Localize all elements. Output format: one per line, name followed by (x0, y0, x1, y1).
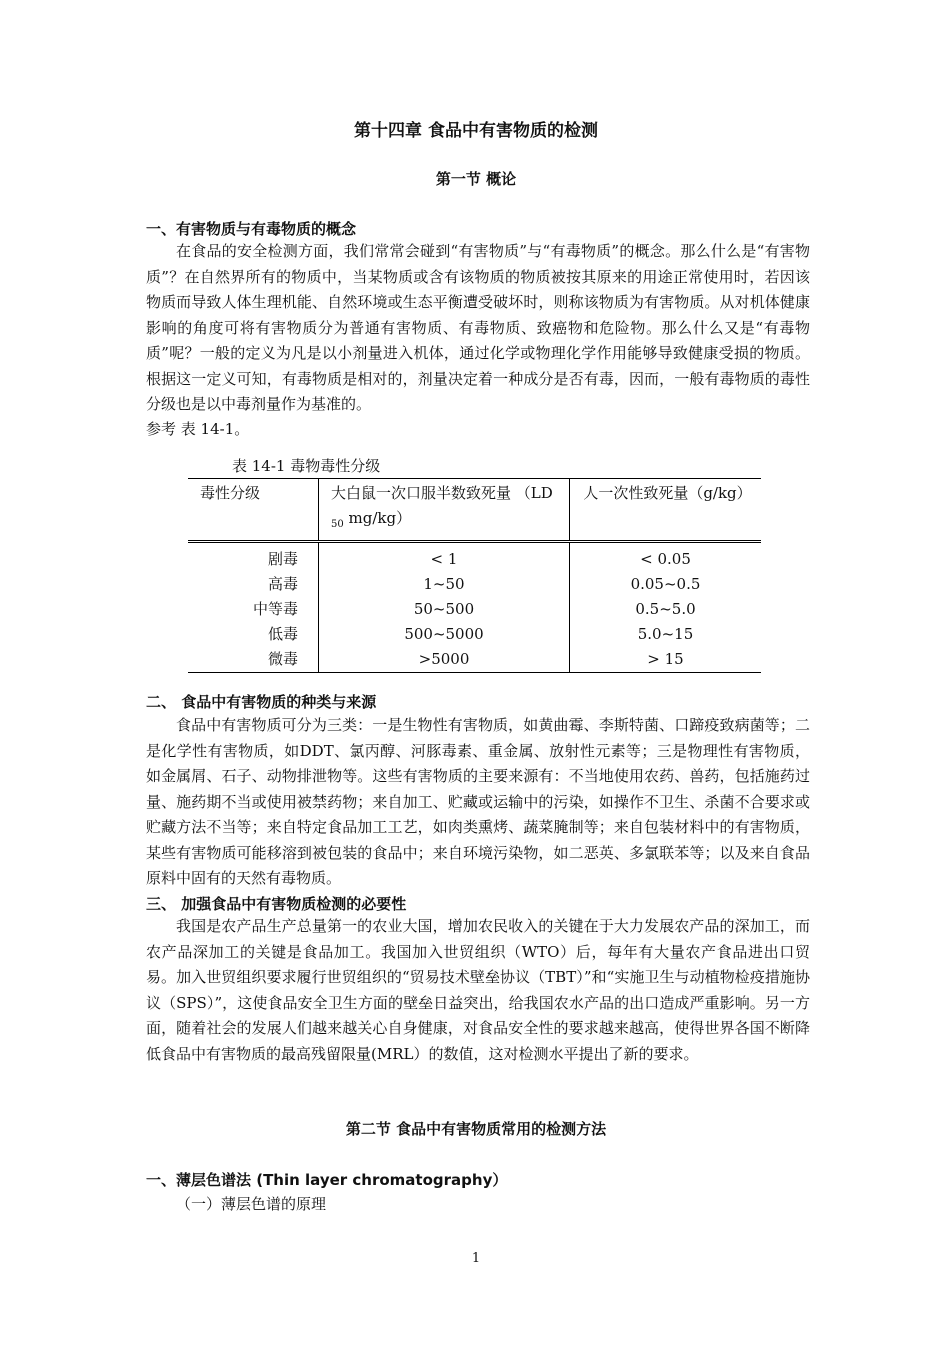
section-title-1: 第一节 概论 (435, 170, 517, 188)
heading-1-2: 二、 食品中有害物质的种类与来源 (146, 693, 377, 711)
cell-grade: 高毒 (267, 575, 298, 593)
header-rat-ld50-unit: mg/kg） (343, 509, 412, 527)
heading-1-3: 三、 加强食品中有害物质检测的必要性 (146, 895, 407, 913)
header-grade: 毒性分级 (188, 479, 319, 542)
table-row (188, 597, 761, 622)
cell-rat: 500~5000 (319, 622, 570, 647)
header-rat-ld50 (319, 479, 570, 542)
table-caption: 表 14-1 毒物毒性分级 (232, 457, 381, 475)
cell-grade: 剧毒 (267, 550, 298, 568)
table-row (188, 542, 761, 573)
cell-grade: 微毒 (188, 647, 319, 673)
cell-grade: 低毒 (267, 625, 298, 643)
heading-2-1: 一、薄层色谱法 (Thin layer chromatography） (146, 1171, 508, 1189)
cell-human: 0.05~0.5 (570, 572, 762, 597)
table-reference: 参考 表 14-1。 (146, 420, 250, 438)
header-human-lethal: 人一次性致死量（g/kg） (570, 479, 762, 542)
cell-human: < 0.05 (570, 542, 762, 573)
section-title-2: 第二节 食品中有害物质常用的检测方法 (345, 1120, 607, 1138)
toxicity-table (188, 478, 761, 673)
paragraph-2: 食品中有害物质可分为三类：一是生物性有害物质，如黄曲霉、李斯特菌、口蹄疫致病菌等；二是化学性有害物质，如DDT、氯丙醇、河豚毒素、重金属、放射性元素等；三是物理性有害物质，如金属屑、石子、动物排泄物等。这些有害物质的主要来源有：不当地使用农药、兽药，包括施药过量、施药期不当或使用被禁药物；来自加工、贮藏或运输中的污染，如操作不卫生、杀菌不合要求或贮藏方法不当等；来自特定食品加工工艺，如肉类熏烤、蔬菜腌制等；来自包装材料中的有害物质，某些有害物质可能移溶到被包装的食品中；来自环境污染物，如二恶英、多氯联苯等；以及来自食品原料中固有的天然有毒物质。 (146, 716, 810, 887)
table-header-row (188, 479, 761, 542)
page-number: 1 (471, 1251, 481, 1266)
cell-human: 0.5~5.0 (570, 597, 762, 622)
cell-human: > 15 (570, 647, 762, 673)
cell-human: 5.0~15 (570, 622, 762, 647)
subheading-2-1-1: （一）薄层色谱的原理 (176, 1195, 327, 1213)
table-row (188, 622, 761, 647)
header-rat-ld50-text: 大白鼠一次口服半数致死量 （LD (331, 484, 553, 502)
cell-grade: 中等毒 (252, 600, 298, 618)
header-rat-ld50-sub: 50 (331, 519, 344, 530)
chapter-title: 第十四章 食品中有害物质的检测 (354, 121, 598, 141)
table-row (188, 572, 761, 597)
table-row (188, 647, 761, 673)
cell-rat: 50~500 (319, 597, 570, 622)
paragraph-1: 在食品的安全检测方面，我们常常会碰到“有害物质”与“有毒物质”的概念。那么什么是“有害物质”？在自然界所有的物质中，当某物质或含有该物质的物质被按其原来的用途正常使用时，若因该物质而导致人体生理机能、自然环境或生态平衡遭受破坏时，则称该物质为有害物质。从对机体健康影响的角度可将有害物质分为普通有害物质、有毒物质、致癌物和危险物。那么什么又是“有毒物质”呢？一般的定义为凡是以小剂量进入机体，通过化学或物理化学作用能够导致健康受损的物质。根据这一定义可知，有毒物质是相对的，剂量决定着一种成分是否有毒，因而，一般有毒物质的毒性分级也是以中毒剂量作为基准的。 (146, 242, 810, 413)
cell-rat: < 1 (319, 542, 570, 573)
cell-rat: 1~50 (319, 572, 570, 597)
cell-rat: >5000 (319, 647, 570, 673)
paragraph-3: 我国是农产品生产总量第一的农业大国，增加农民收入的关键在于大力发展农产品的深加工，而农产品深加工的关键是食品加工。我国加入世贸组织（WTO）后，每年有大量农产食品进出口贸易。加入世贸组织要求履行世贸组织的“贸易技术壁垒协议（TBT）”和“实施卫生与动植物检疫措施协议（SPS）”，这使食品安全卫生方面的壁垒日益突出，给我国农水产品的出口造成严重影响。另一方面，随着社会的发展人们越来越关心自身健康，对食品安全性的要求越来越高，使得世界各国不断降低食品中有害物质的最高残留限量(MRL）的数值，这对检测水平提出了新的要求。 (146, 917, 810, 1063)
heading-1-1: 一、有害物质与有毒物质的概念 (146, 220, 357, 238)
